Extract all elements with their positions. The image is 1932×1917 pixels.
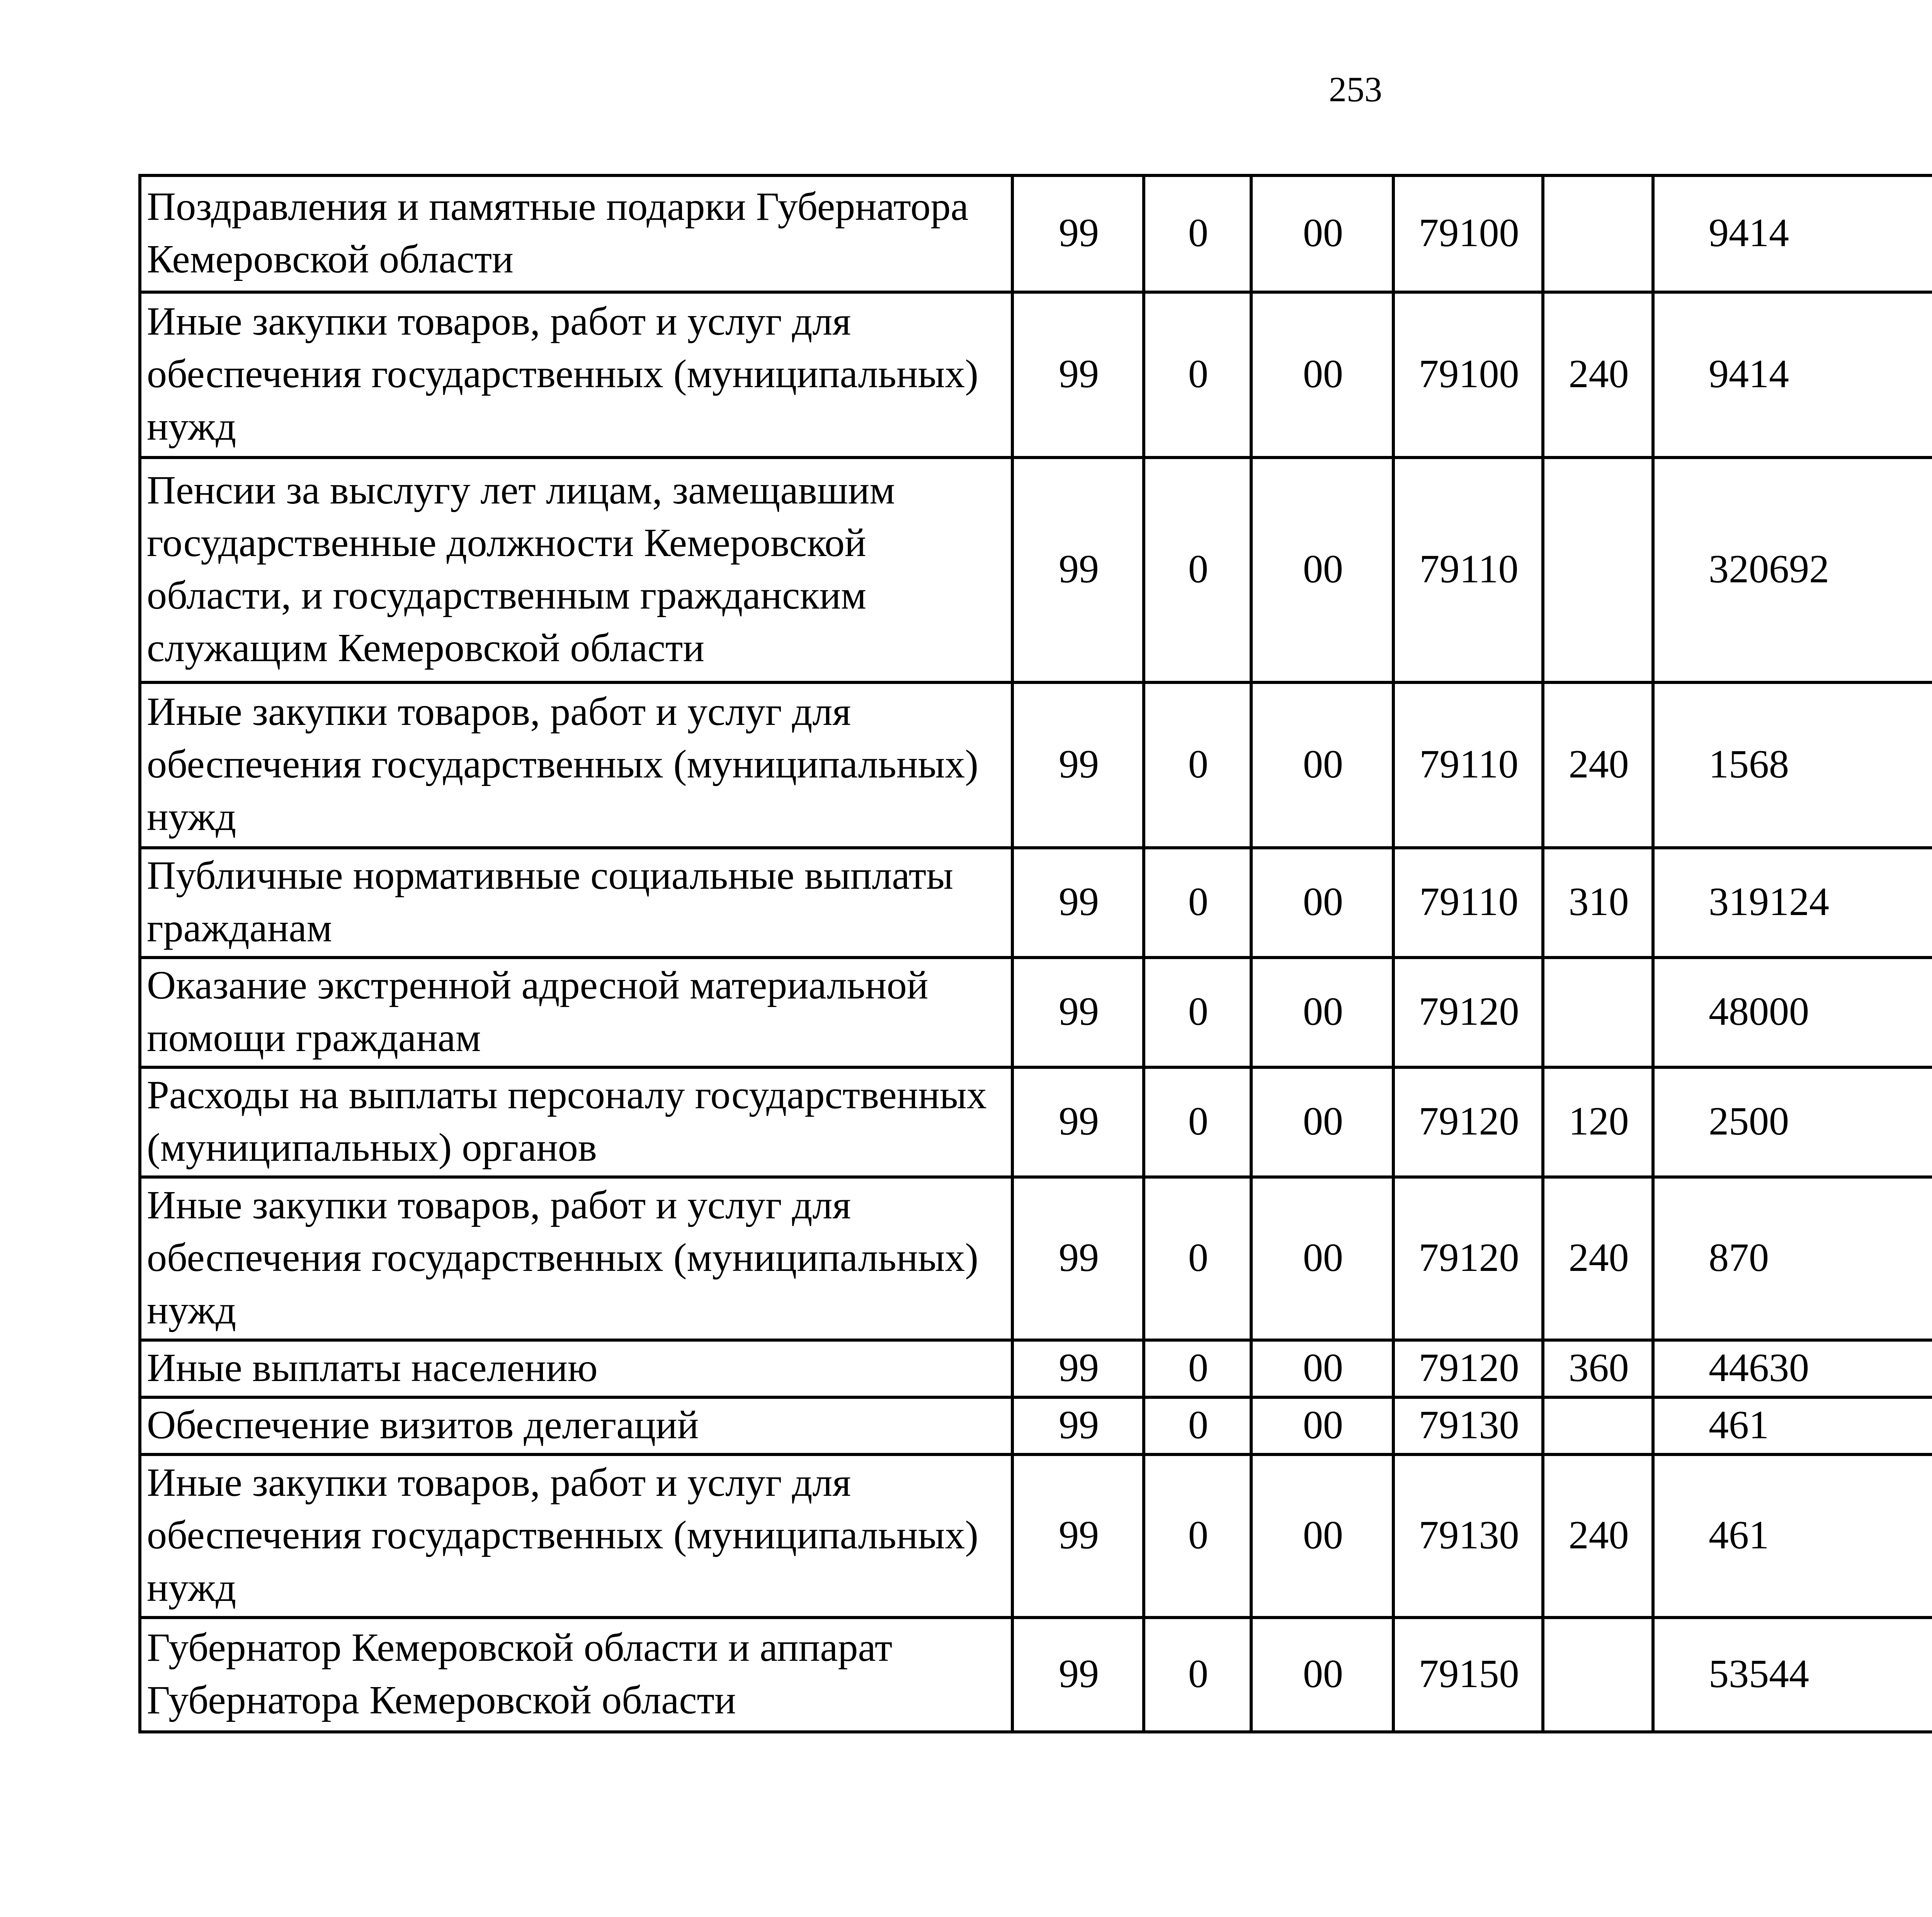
table-row xyxy=(140,958,1932,1067)
code-main-activity: 00 xyxy=(1251,175,1393,292)
code-expense-type: 240 xyxy=(1543,292,1653,458)
code-program: 99 xyxy=(1012,1454,1144,1618)
table-row xyxy=(140,458,1932,682)
code-main-activity: 00 xyxy=(1251,958,1393,1067)
code-expense-type xyxy=(1543,1618,1653,1732)
code-direction: 79110 xyxy=(1393,458,1543,682)
code-subprogram: 0 xyxy=(1144,1618,1251,1732)
value-year-1: 48000 xyxy=(1653,958,1932,1067)
code-expense-type: 310 xyxy=(1543,848,1653,958)
code-main-activity: 00 xyxy=(1251,1067,1393,1177)
row-name: Публичные нормативные социальные выплаты гражданам xyxy=(140,848,1012,958)
value-year-1: 9414 xyxy=(1653,175,1932,292)
row-name: Обеспечение визитов делегаций xyxy=(140,1397,1012,1454)
table-row xyxy=(140,1067,1932,1177)
code-direction: 79120 xyxy=(1393,1067,1543,1177)
code-subprogram: 0 xyxy=(1144,958,1251,1067)
code-direction: 79130 xyxy=(1393,1454,1543,1618)
code-program: 99 xyxy=(1012,175,1144,292)
code-main-activity: 00 xyxy=(1251,848,1393,958)
code-program: 99 xyxy=(1012,1177,1144,1340)
code-subprogram: 0 xyxy=(1144,292,1251,458)
code-main-activity: 00 xyxy=(1251,458,1393,682)
code-program: 99 xyxy=(1012,458,1144,682)
code-direction: 79100 xyxy=(1393,175,1543,292)
value-year-1: 870 xyxy=(1653,1177,1932,1340)
value-year-1: 461 xyxy=(1653,1454,1932,1618)
table-row xyxy=(140,292,1932,458)
row-name: Пенсии за выслугу лет лицам, замещавшим государственные должности Кемеровской области, и государственным гражданским служащим Кемеровской области xyxy=(140,458,1012,682)
code-expense-type xyxy=(1543,175,1653,292)
value-year-1: 461 xyxy=(1653,1397,1932,1454)
code-main-activity: 00 xyxy=(1251,1397,1393,1454)
value-year-1: 9414 xyxy=(1653,292,1932,458)
code-expense-type xyxy=(1543,458,1653,682)
row-name: Оказание экстренной адресной материальной помощи гражданам xyxy=(140,958,1012,1067)
code-main-activity: 00 xyxy=(1251,1177,1393,1340)
value-year-1: 319124 xyxy=(1653,848,1932,958)
code-program: 99 xyxy=(1012,1340,1144,1397)
code-subprogram: 0 xyxy=(1144,1454,1251,1618)
row-name: Иные выплаты населению xyxy=(140,1340,1012,1397)
value-year-1: 53544 xyxy=(1653,1618,1932,1732)
code-expense-type xyxy=(1543,958,1653,1067)
code-subprogram: 0 xyxy=(1144,175,1251,292)
value-year-1: 2500 xyxy=(1653,1067,1932,1177)
code-main-activity: 00 xyxy=(1251,292,1393,458)
row-name: Губернатор Кемеровской области и аппарат Губернатора Кемеровской области xyxy=(140,1618,1012,1732)
code-program: 99 xyxy=(1012,848,1144,958)
code-program: 99 xyxy=(1012,292,1144,458)
code-program: 99 xyxy=(1012,958,1144,1067)
code-subprogram: 0 xyxy=(1144,1397,1251,1454)
value-year-1: 44630 xyxy=(1653,1340,1932,1397)
page-number: 253 xyxy=(1329,70,1382,109)
code-direction: 79110 xyxy=(1393,682,1543,848)
code-direction: 79130 xyxy=(1393,1397,1543,1454)
table-row xyxy=(140,1177,1932,1340)
code-subprogram: 0 xyxy=(1144,682,1251,848)
code-subprogram: 0 xyxy=(1144,458,1251,682)
table-row xyxy=(140,1454,1932,1618)
code-expense-type xyxy=(1543,1397,1653,1454)
code-subprogram: 0 xyxy=(1144,1340,1251,1397)
code-program: 99 xyxy=(1012,1618,1144,1732)
table-row xyxy=(140,1397,1932,1454)
value-year-1: 1568 xyxy=(1653,682,1932,848)
row-name: Расходы на выплаты персоналу государственных (муниципальных) органов xyxy=(140,1067,1012,1177)
value-year-1: 320692 xyxy=(1653,458,1932,682)
code-subprogram: 0 xyxy=(1144,848,1251,958)
code-direction: 79100 xyxy=(1393,292,1543,458)
code-subprogram: 0 xyxy=(1144,1177,1251,1340)
code-program: 99 xyxy=(1012,1397,1144,1454)
code-direction: 79120 xyxy=(1393,1177,1543,1340)
budget-table xyxy=(138,174,1932,1733)
code-program: 99 xyxy=(1012,682,1144,848)
code-direction: 79110 xyxy=(1393,848,1543,958)
code-expense-type: 120 xyxy=(1543,1067,1653,1177)
row-name: Иные закупки товаров, работ и услуг для обеспечения государственных (муниципальных) нужд xyxy=(140,292,1012,458)
table-row xyxy=(140,682,1932,848)
code-program: 99 xyxy=(1012,1067,1144,1177)
table-row xyxy=(140,1618,1932,1732)
row-name: Иные закупки товаров, работ и услуг для обеспечения государственных (муниципальных) нужд xyxy=(140,1177,1012,1340)
code-expense-type: 240 xyxy=(1543,1454,1653,1618)
code-main-activity: 00 xyxy=(1251,1454,1393,1618)
code-main-activity: 00 xyxy=(1251,682,1393,848)
row-name: Иные закупки товаров, работ и услуг для обеспечения государственных (муниципальных) нужд xyxy=(140,682,1012,848)
code-expense-type: 240 xyxy=(1543,1177,1653,1340)
table-row xyxy=(140,1340,1932,1397)
row-name: Иные закупки товаров, работ и услуг для обеспечения государственных (муниципальных) нужд xyxy=(140,1454,1012,1618)
code-direction: 79120 xyxy=(1393,1340,1543,1397)
code-expense-type: 240 xyxy=(1543,682,1653,848)
code-main-activity: 00 xyxy=(1251,1618,1393,1732)
table-row xyxy=(140,848,1932,958)
row-name: Поздравления и памятные подарки Губернатора Кемеровской области xyxy=(140,175,1012,292)
code-subprogram: 0 xyxy=(1144,1067,1251,1177)
code-expense-type: 360 xyxy=(1543,1340,1653,1397)
code-direction: 79150 xyxy=(1393,1618,1543,1732)
code-direction: 79120 xyxy=(1393,958,1543,1067)
code-main-activity: 00 xyxy=(1251,1340,1393,1397)
table-row xyxy=(140,175,1932,292)
